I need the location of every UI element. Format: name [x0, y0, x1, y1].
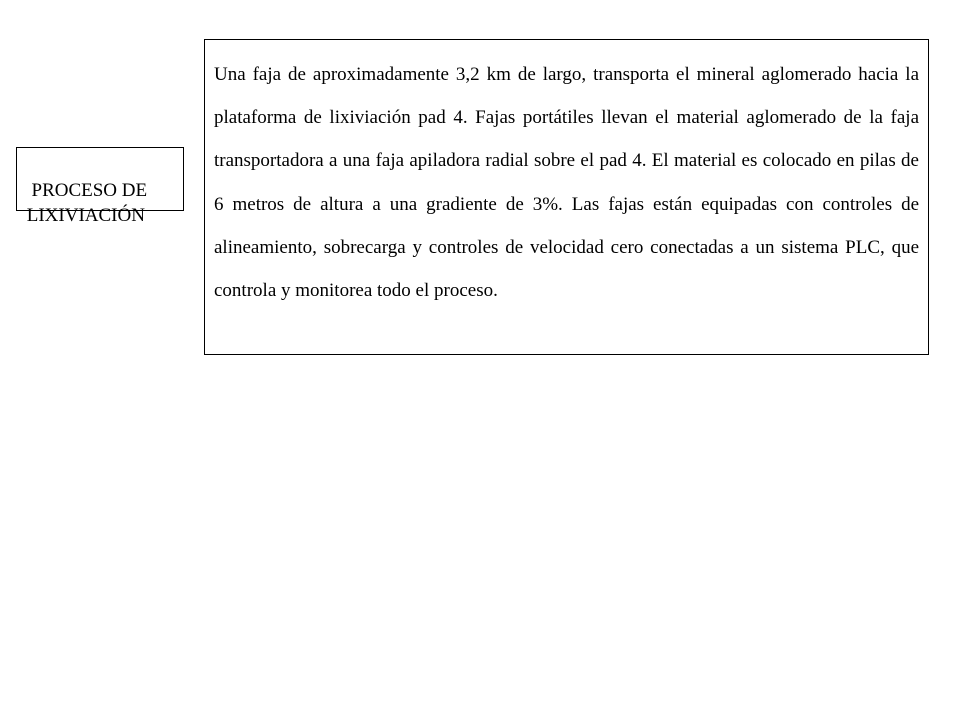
process-label-text: PROCESO DE LIXIVIACIÓN	[26, 180, 148, 226]
description-paragraph: Una faja de aproximadamente 3,2 km de largo, transporta el mineral aglomerado hacia la plataforma de lixiviación pad 4. Fajas portátiles llevan el material aglomerado de la faja transportadora a una faja apiladora radial sobre el pad 4. El material es colocado en pilas de 6 metros de altura a una gradiente de 3%. Las fajas están equipadas con controles de alineamiento, sobrecarga y controles de velocidad cero conectadas a un sistema PLC, que controla y monitorea todo el proceso.	[214, 64, 919, 302]
description-box	[204, 39, 929, 355]
process-label-box	[16, 147, 184, 226]
